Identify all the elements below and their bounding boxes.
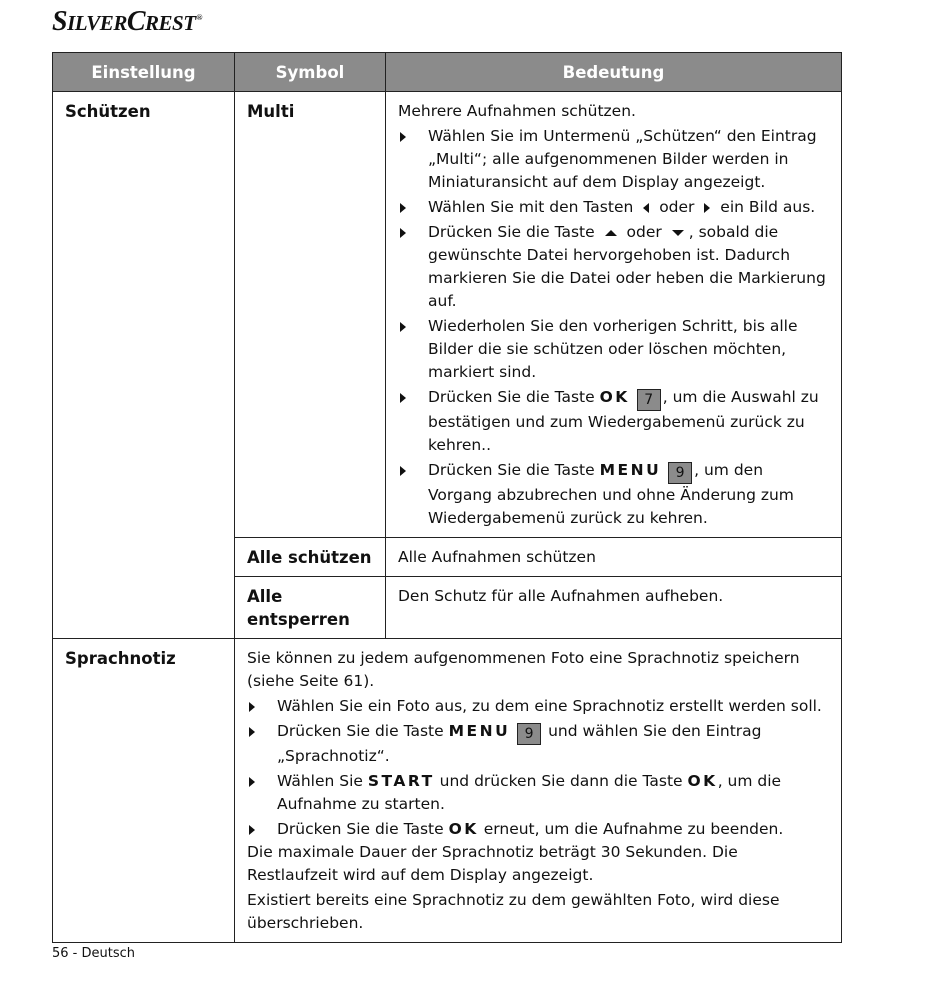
setting-sprachnotiz: Sprachnotiz <box>53 639 235 943</box>
list-item: Drücken Sie die Taste oder , sobald die gewünschte Datei hervorgehoben ist. Dadurch markieren Sie die Datei oder heben die Markierung auf. <box>398 221 830 313</box>
list-item: Drücken Sie die Taste MENU 9 , um den Vorgang abzubrechen und ohne Änderung zum Wiedergabemenü zurück zu kehren. <box>398 459 830 530</box>
table-row <box>53 92 842 538</box>
setting-schuetzen: Schützen <box>53 92 235 639</box>
menu-key-label: MENU <box>448 722 511 740</box>
settings-table <box>52 52 842 943</box>
sprachnotiz-intro: Sie können zu jedem aufgenommenen Foto eine Sprachnotiz speichern (siehe Seite 61). <box>247 649 800 690</box>
meaning-multi <box>386 92 842 538</box>
list-item: Wählen Sie im Untermenü „Schützen“ den Eintrag „Multi“; alle aufgenommenen Bilder werden in Miniaturansicht auf dem Display angezeigt. <box>398 125 830 194</box>
button-number-badge: 7 <box>637 389 661 411</box>
list-item: Wählen Sie START und drücken Sie dann die Taste OK, um die Aufnahme zu starten. <box>247 770 830 816</box>
menu-key-label: MENU <box>599 461 662 479</box>
meaning-sprachnotiz <box>235 639 842 943</box>
symbol-multi: Multi <box>235 92 386 538</box>
arrow-right-icon <box>704 203 710 213</box>
meaning-all-protect: Alle Aufnahmen schützen <box>386 538 842 577</box>
ok-key-label: OK <box>599 388 630 406</box>
start-key-label: START <box>367 772 435 790</box>
list-item: Wählen Sie ein Foto aus, zu dem eine Sprachnotiz erstellt werden soll. <box>247 695 830 718</box>
header-meaning: Bedeutung <box>386 53 842 92</box>
brand-logo: SILVERCREST® <box>52 6 203 37</box>
list-item: Drücken Sie die Taste MENU 9 und wählen Sie den Eintrag „Sprachnotiz“. <box>247 720 830 768</box>
list-item: Drücken Sie die Taste OK erneut, um die Aufnahme zu beenden. <box>247 818 830 841</box>
table-row <box>53 639 842 943</box>
list-item: Wählen Sie mit den Tasten oder ein Bild aus. <box>398 196 830 219</box>
arrow-left-icon <box>643 203 649 213</box>
header-setting: Einstellung <box>53 53 235 92</box>
symbol-all-protect: Alle schützen <box>235 538 386 577</box>
ok-key-label: OK <box>687 772 718 790</box>
button-number-badge: 9 <box>668 462 692 484</box>
arrow-down-icon <box>672 230 684 236</box>
arrow-up-icon <box>605 230 617 236</box>
page-footer: 56 - Deutsch <box>52 946 136 961</box>
ok-key-label: OK <box>448 820 479 838</box>
table-header-row <box>53 53 842 92</box>
list-item: Wiederholen Sie den vorherigen Schritt, bis alle Bilder die sie schützen oder löschen möchten, markiert sind. <box>398 315 830 384</box>
sprachnotiz-note-duration: Die maximale Dauer der Sprachnotiz beträgt 30 Sekunden. Die Restlaufzeit wird auf dem Display angezeigt. <box>247 843 738 884</box>
list-item: Drücken Sie die Taste OK 7 , um die Auswahl zu bestätigen und zum Wiedergabemenü zurück zu kehren.. <box>398 386 830 457</box>
header-symbol: Symbol <box>235 53 386 92</box>
multi-intro: Mehrere Aufnahmen schützen. <box>398 102 636 120</box>
button-number-badge: 9 <box>517 723 541 745</box>
symbol-all-unprotect: Alle entsperren <box>235 577 386 639</box>
sprachnotiz-note-overwrite: Existiert bereits eine Sprachnotiz zu dem gewählten Foto, wird diese überschrieben. <box>247 891 780 932</box>
meaning-all-unprotect: Den Schutz für alle Aufnahmen aufheben. <box>386 577 842 639</box>
